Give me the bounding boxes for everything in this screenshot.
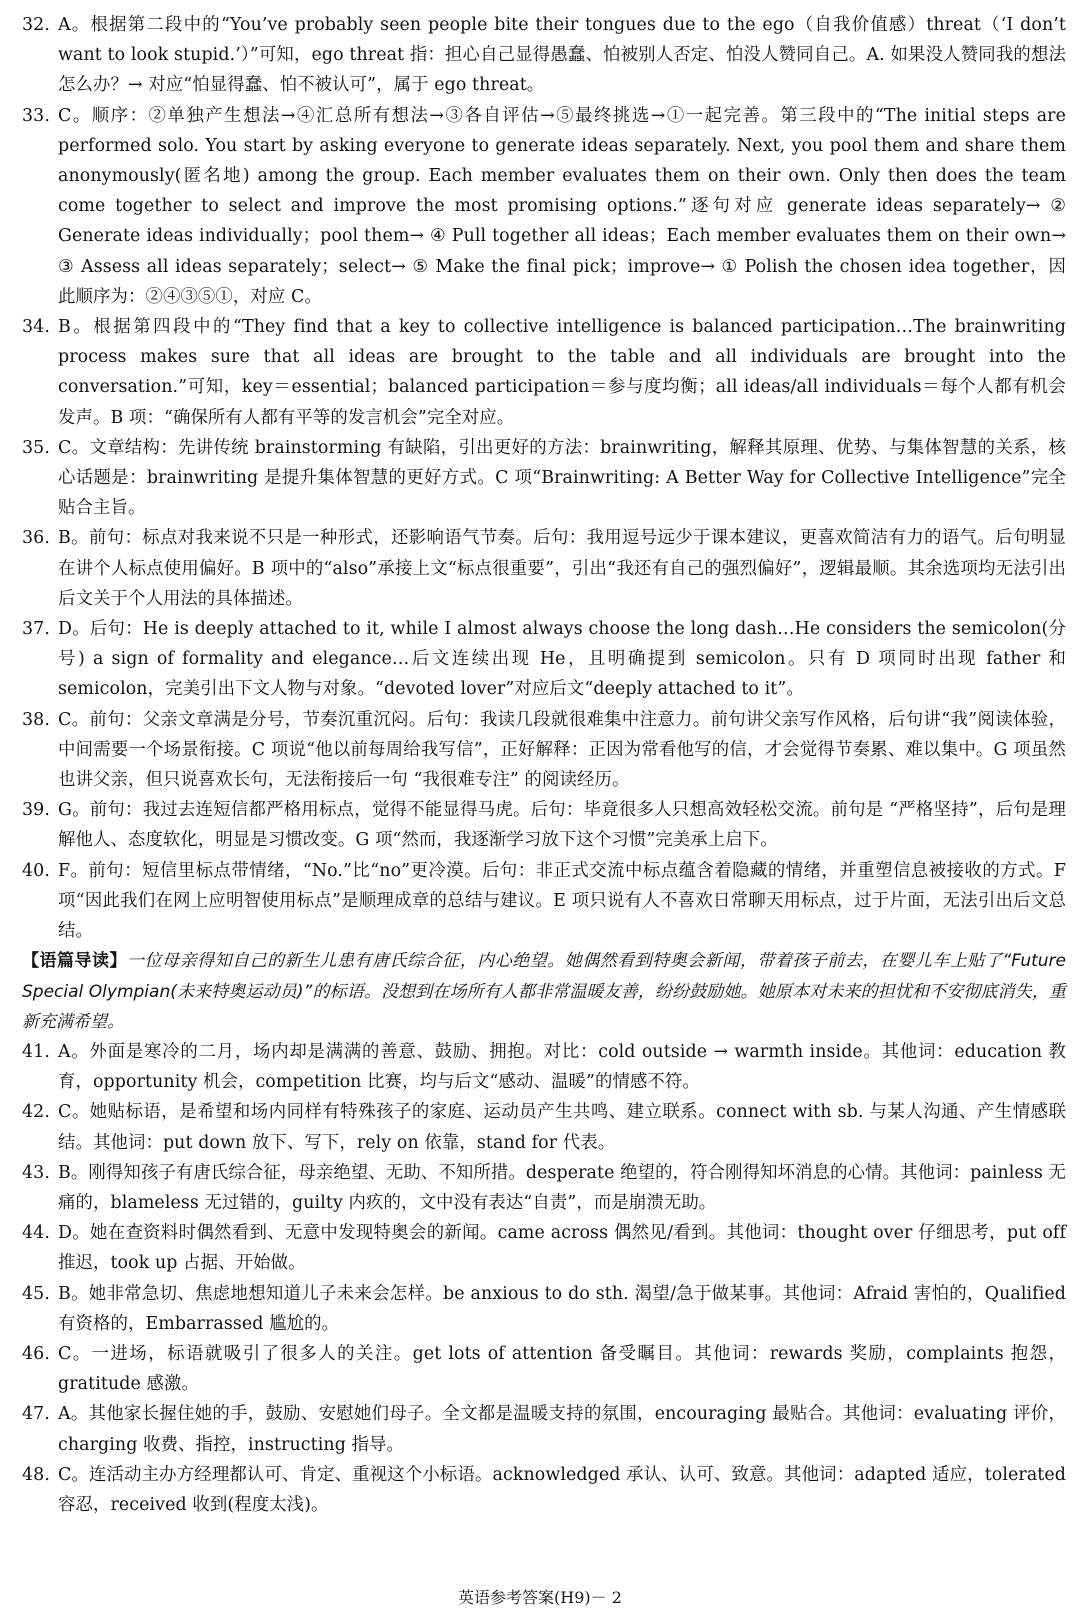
answer-text: C。一进场，标语就吸引了很多人的关注。get lots of attention 备受瞩目。其他词：rewards 奖励，complaints 抱怨，gratitude 感激。	[58, 1343, 1066, 1395]
answer-text: C。顺序：②单独产生想法→④汇总所有想法→③各自评估→⑤最终挑选→①一起完善。第三段中的“The initial steps are performed solo. You start by asking everyone to generate ideas separately. Next, you pool them and share them anonymously(匿名地) among the group. Each member evaluates them on their own. Only then does the team come together to select and improve the most promising options.”逐句对应 generate ideas separately→ ② Generate ideas individually；pool them→ ④ Pull together all ideas；Each member evaluates them on their own→ ③ Assess all ideas separately；select→ ⑤ Make the final pick；improve→ ① Polish the chosen idea together，因此顺序为：②④③⑤①，对应 C。	[58, 105, 1066, 307]
answer-item-32	[22, 10, 1066, 101]
answer-item-35	[22, 433, 1066, 524]
answer-text: A。外面是寒冷的二月，场内却是满满的善意、鼓励、拥抱。对比：cold outside → warmth inside。其他词：education 教育，opportunity 机会，competition 比赛，均与后文“感动、温暖”的情感不符。	[58, 1041, 1066, 1093]
answer-item-43	[22, 1158, 1066, 1218]
answer-item-36	[22, 523, 1066, 614]
answer-text: D。她在查资料时偶然看到、无意中发现特奥会的新闻。came across 偶然见/看到。其他词：thought over 仔细思考，put off 推迟，took up 占据、开始做。	[58, 1223, 1066, 1274]
answer-number: 43.	[22, 1162, 50, 1183]
answer-text: A。根据第二段中的“You’ve probably seen people bite their tongues due to the ego（自我价值感）threat（‘I don’t want to look stupid.’）”可知，ego threat 指：担心自己显得愚蠢、怕被别人否定、怕没人赞同自己。A. 如果没人赞同我的想法怎么办？→ 对应“怕显得蠢、怕不被认可”，属于 ego threat。	[58, 15, 1066, 96]
answer-text: G。前句：我过去连短信都严格用标点，觉得不能显得马虎。后句：毕竟很多人只想高效轻松交流。前句是 “严格坚持”，后句是理解他人、态度软化，明显是习惯改变。G 项“然而，我逐渐学习放下这个习惯”完美承上启下。	[58, 800, 1066, 851]
answer-number: 42.	[22, 1102, 50, 1123]
answer-text: C。文章结构：先讲传统 brainstorming 有缺陷，引出更好的方法：brainwriting，解释其原理、优势、与集体智慧的关系，核心话题是：brainwriting 是提升集体智慧的更好方式。C 项“Brainwriting: A Better Way for Collective Intelligence”完全贴合主旨。	[58, 437, 1066, 519]
answer-number: 40.	[22, 860, 50, 881]
passage-guide-text: 一位母亲得知自己的新生儿患有唐氏综合征，内心绝望。她偶然看到特奥会新闻，带着孩子前去，在婴儿车上贴了“Future Special Olympian(未来特奥运动员)”的标语。没想到在场所有人都非常温暖友善，纷纷鼓励她。她原本对未来的担忧和不安彻底消失，重新充满希望。	[22, 951, 1066, 1032]
answer-number: 35.	[22, 437, 50, 458]
answer-item-38	[22, 705, 1066, 796]
answer-number: 48.	[22, 1464, 50, 1485]
answer-item-48	[22, 1460, 1066, 1520]
answer-number: 46.	[22, 1343, 50, 1364]
answer-number: 37.	[22, 619, 50, 640]
answer-text: C。前句：父亲文章满是分号，节奏沉重沉闷。后句：我读几段就很难集中注意力。前句讲父亲写作风格，后句讲“我”阅读体验，中间需要一个场景衔接。C 项说“他以前每周给我写信”，正好解释：正因为常看他写的信，才会觉得节奏累、难以集中。G 项虽然也讲父亲，但只说喜欢长句，无法衔接后一句 “我很难专注” 的阅读经历。	[58, 709, 1066, 791]
answer-number: 34.	[22, 317, 50, 338]
answer-number: 41.	[22, 1041, 50, 1062]
answer-text: B。她非常急切、焦虑地想知道儿子未来会怎样。be anxious to do sth. 渴望/急于做某事。其他词：Afraid 害怕的，Qualified 有资格的，Embarrassed 尴尬的。	[58, 1283, 1066, 1334]
answer-number: 47.	[22, 1404, 50, 1425]
answer-number: 38.	[22, 709, 50, 730]
answer-text: C。连活动主办方经理都认可、肯定、重视这个小标语。acknowledged 承认、认可、致意。其他词：adapted 适应，tolerated 容忍，received 收到(程度太浅)。	[58, 1464, 1066, 1515]
answer-item-45	[22, 1279, 1066, 1339]
answer-item-39	[22, 795, 1066, 855]
page-footer: 英语参考答案(H9)－ 2	[458, 1588, 622, 1607]
answer-number: 44.	[22, 1223, 50, 1244]
answer-item-41	[22, 1037, 1066, 1097]
answer-item-44	[22, 1218, 1066, 1278]
passage-guide-label: 【语篇导读】	[22, 951, 128, 972]
answer-item-47	[22, 1399, 1066, 1459]
answer-text: D。后句：He is deeply attached to it, while I almost always choose the long dash…He considers the semicolon(分号) a sign of formality and elegance…后文连续出现 He，且明确提到 semicolon。只有 D 项同时出现 father 和 semicolon，完美引出下文人物与对象。“devoted lover”对应后文“deeply attached to it”。	[58, 619, 1066, 700]
answer-text: B。刚得知孩子有唐氏综合征，母亲绝望、无助、不知所措。desperate 绝望的，符合刚得知坏消息的心情。其他词：painless 无痛的，blameless 无过错的，guilty 内疚的，文中没有表达“自责”，而是崩溃无助。	[58, 1162, 1066, 1213]
answer-item-34	[22, 312, 1066, 433]
answer-text: B。前句：标点对我来说不只是一种形式，还影响语气节奏。后句：我用逗号远少于课本建议，更喜欢简洁有力的语气。后句明显在讲个人标点使用偏好。B 项中的“also”承接上文“标点很重要”，引出“我还有自己的强烈偏好”，逻辑最顺。其余选项均无法引出后文关于个人用法的具体描述。	[58, 528, 1066, 609]
answer-list-part1	[22, 10, 1066, 946]
answer-item-40	[22, 856, 1066, 947]
answer-item-37	[22, 614, 1066, 705]
answer-item-46	[22, 1339, 1066, 1399]
answer-number: 36.	[22, 528, 50, 549]
answer-text: F。前句：短信里标点带情绪，“No.”比“no”更冷漠。后句：非正式交流中标点蕴含着隐藏的情绪，并重塑信息被接收的方式。F 项“因此我们在网上应明智使用标点”是顺理成章的总结与建议。E 项只说有人不喜欢日常聊天用标点，过于片面，无法引出后文总结。	[58, 860, 1066, 942]
answer-number: 32.	[22, 15, 50, 35]
answer-item-33	[22, 101, 1066, 312]
answer-text: B。根据第四段中的“They find that a key to collective intelligence is balanced participation…The brainwriting process makes sure that all ideas are brought to the table and all individuals are brought into the conversation.”可知，key＝essential；balanced participation＝参与度均衡；all ideas/all individuals＝每个人都有机会发声。B 项：“确保所有人都有平等的发言机会”完全对应。	[58, 317, 1066, 428]
answer-text: C。她贴标语，是希望和场内同样有特殊孩子的家庭、运动员产生共鸣、建立联系。connect with sb. 与某人沟通、产生情感联结。其他词：put down 放下、写下，rely on 依靠，stand for 代表。	[58, 1102, 1066, 1153]
answer-number: 45.	[22, 1283, 50, 1304]
answer-item-42	[22, 1097, 1066, 1157]
passage-guide	[22, 946, 1066, 1037]
answer-number: 39.	[22, 800, 50, 821]
answer-number: 33.	[22, 105, 50, 126]
answer-text: A。其他家长握住她的手，鼓励、安慰她们母子。全文都是温暖支持的氛围，encouraging 最贴合。其他词：evaluating 评价，charging 收费、指控，instructing 指导。	[58, 1404, 1066, 1455]
answer-list-part2	[22, 1037, 1066, 1520]
